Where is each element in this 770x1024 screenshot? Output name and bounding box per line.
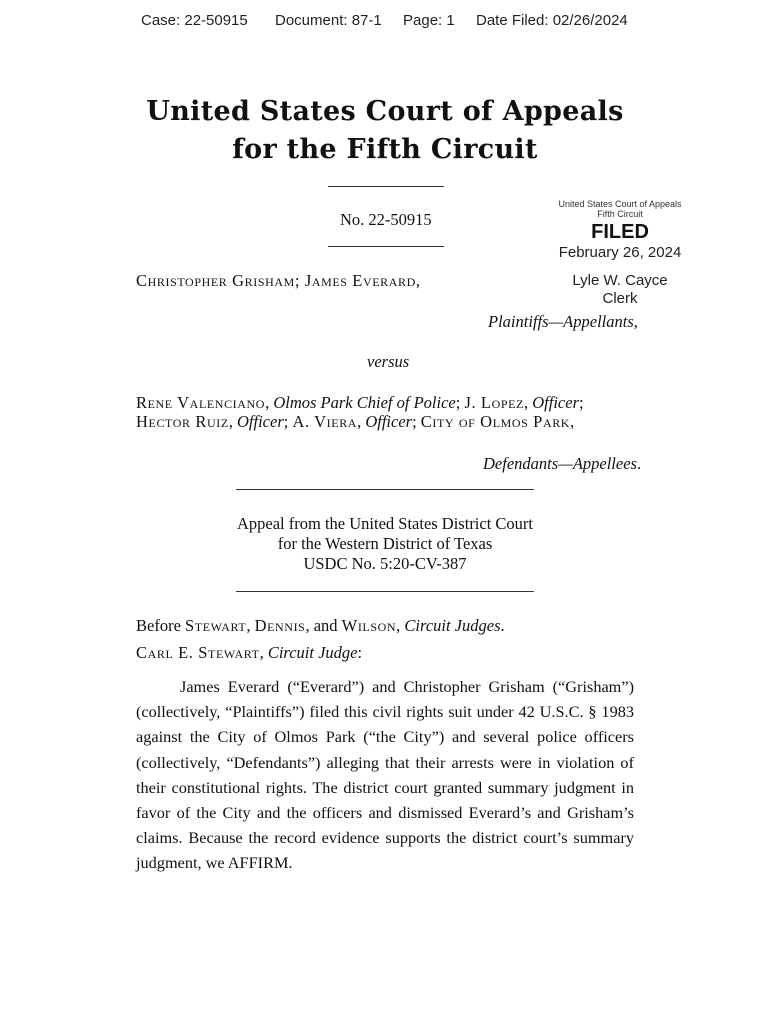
defendant-title-3: Officer xyxy=(237,412,284,431)
stamp-date: February 26, 2024 xyxy=(558,244,682,261)
court-title-line1: United States Court of Appeals xyxy=(146,96,624,127)
author-name: Carl E. Stewart xyxy=(136,643,260,662)
appeal-line-1: Appeal from the United States District Court xyxy=(236,514,534,533)
panel-before: Before xyxy=(136,616,181,635)
defendant-title-4: Officer xyxy=(365,412,413,431)
stamp-circuit: Fifth Circuit xyxy=(597,209,643,219)
court-title-line2: for the Fifth Circuit xyxy=(232,134,538,165)
title-divider xyxy=(328,186,444,187)
stamp-court: United States Court of Appeals xyxy=(558,199,682,209)
author-line: Carl E. Stewart, Circuit Judge: xyxy=(136,643,363,662)
panel-role: Circuit Judges xyxy=(404,616,501,635)
document-number: Document: 87-1 xyxy=(275,12,382,29)
defendants-line-1: Rene Valenciano, Olmos Park Chief of Police; J. Lopez, Officer; xyxy=(136,393,584,412)
defendant-name-4: A. Viera xyxy=(292,412,358,431)
appeal-line-2: for the Western District of Texas xyxy=(277,534,493,553)
defendants-role-line: Defendants—Appellees. xyxy=(483,454,642,473)
plaintiffs-role: Plaintiffs—Appellants xyxy=(488,312,634,331)
parties-divider xyxy=(236,489,534,490)
appeal-line-3: USDC No. 5:20-CV-387 xyxy=(303,554,467,573)
case-number: Case: 22-50915 xyxy=(141,12,248,29)
page-number: Page: 1 xyxy=(403,12,455,29)
panel-judge-1: Stewart xyxy=(185,616,247,635)
defendant-name-2: J. Lopez xyxy=(464,393,524,412)
author-role: Circuit Judge xyxy=(267,643,358,662)
defendant-name-1: Rene Valenciano xyxy=(136,393,266,412)
stamp-clerk-name: Lyle W. Cayce xyxy=(572,272,668,289)
appeal-divider xyxy=(236,591,534,592)
plaintiffs-names: Christopher Grisham; James Everard, xyxy=(136,271,421,290)
stamp-filed: FILED xyxy=(591,221,649,243)
plaintiffs-role-line: Plaintiffs—Appellants, xyxy=(488,312,638,331)
document-header xyxy=(0,12,770,36)
versus-label: versus xyxy=(367,352,410,371)
docket-divider xyxy=(328,246,444,247)
defendants-line-2: Hector Ruiz, Officer; A. Viera, Officer; City of Olmos Park, xyxy=(136,412,575,431)
panel-and: and xyxy=(313,616,338,635)
defendant-title-2: Officer xyxy=(532,393,579,412)
defendant-name-3: Hector Ruiz xyxy=(136,412,229,431)
defendant-title-1: Olmos Park Chief of Police xyxy=(273,393,456,412)
panel-line: Before Stewart, Dennis, and Wilson, Circuit Judges. xyxy=(136,616,505,635)
opinion-body xyxy=(136,674,634,876)
date-filed: Date Filed: 02/26/2024 xyxy=(476,12,628,29)
defendants-role: Defendants—Appellees xyxy=(483,454,637,473)
panel-judge-3: Wilson xyxy=(341,616,397,635)
docket-number: No. 22-50915 xyxy=(340,210,432,229)
panel-judge-2: Dennis xyxy=(254,616,306,635)
opinion-paragraph: James Everard (“Everard”) and Christopher Grisham (“Grisham”) (collectively, “Plaintiffs”) filed this civil rights suit under 42 U.S.C. § 1983 against the City of Olmos Park (“the City”) and several police officers (collectively, “Defendants”) alleging that their arrests were in violation of their constitutional rights. The district court granted summary judgment in favor of the City and the officers and dismissed Everard’s and Grisham’s claims. Because the record evidence supports the district court’s summary judgment, we AFFIRM. xyxy=(136,677,634,873)
defendant-name-5: City of Olmos Park xyxy=(420,412,571,431)
stamp-clerk-title: Clerk xyxy=(602,290,638,307)
